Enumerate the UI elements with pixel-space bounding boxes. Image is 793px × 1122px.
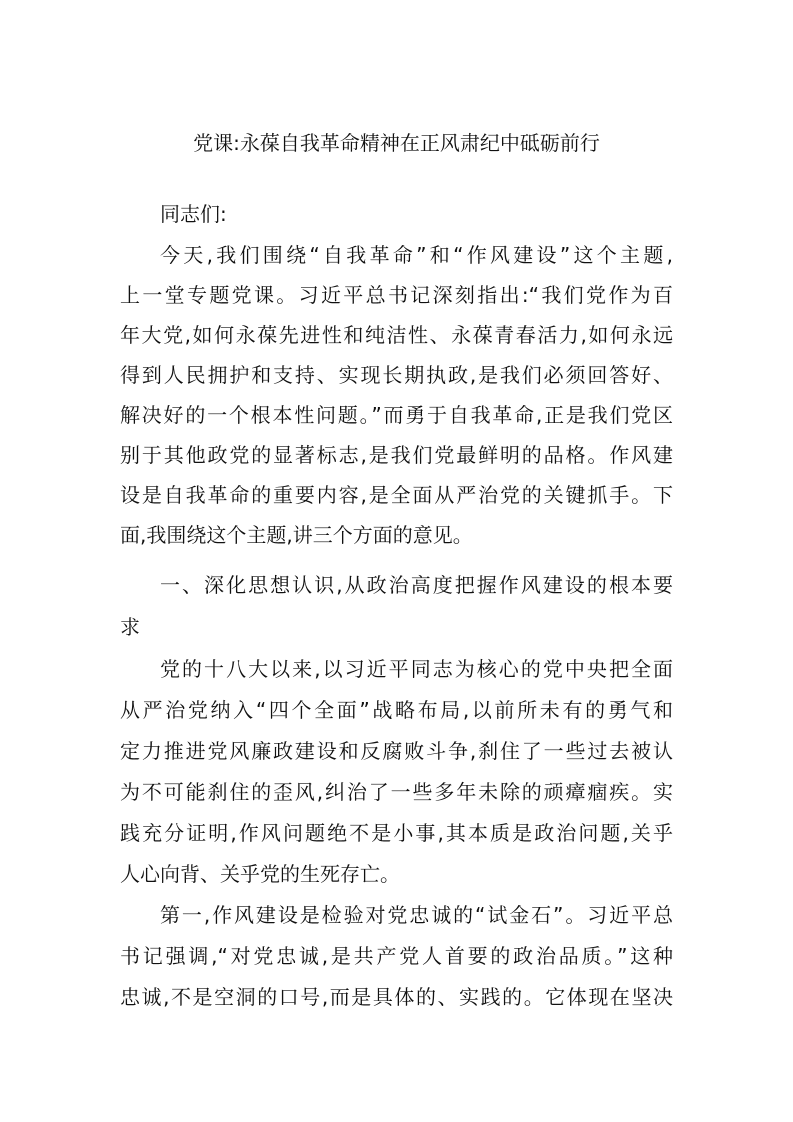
section-heading-line: 一、深化思想认识,从政治高度把握作风建设的根本要 [160, 573, 673, 597]
body-line: 别于其他政党的显著标志,是我们党最鲜明的品格。作风建 [120, 443, 673, 467]
body-line: 党的十八大以来,以习近平同志为核心的党中央把全面 [160, 657, 673, 681]
body-line: 从严治党纳入“四个全面”战略布局,以前所未有的勇气和 [120, 698, 673, 722]
body-line: 忠诚,不是空洞的口号,而是具体的、实践的。它体现在坚决 [120, 985, 673, 1009]
body-line: 年大党,如何永葆先进性和纯洁性、永葆青春活力,如何永远 [120, 323, 673, 347]
document-title: 党课:永葆自我革命精神在正风肃纪中砥砺前行 [193, 131, 600, 155]
greeting-line: 同志们: [160, 202, 227, 226]
body-line: 面,我围绕这个主题,讲三个方面的意见。 [120, 523, 473, 547]
body-line: 上一堂专题党课。习近平总书记深刻指出:“我们党作为百 [120, 283, 673, 307]
body-line: 第一,作风建设是检验对党忠诚的“试金石”。习近平总 [160, 903, 673, 927]
section-heading-line: 求 [120, 615, 140, 639]
body-line: 今天,我们围绕“自我革命”和“作风建设”这个主题, [160, 243, 673, 267]
body-line: 为不可能刹住的歪风,纠治了一些多年未除的顽瘴痼疾。实 [120, 780, 673, 804]
body-line: 人心向背、关乎党的生死存亡。 [120, 862, 400, 886]
body-line: 得到人民拥护和支持、实现长期执政,是我们必须回答好、 [120, 363, 673, 387]
body-line: 设是自我革命的重要内容,是全面从严治党的关键抓手。下 [120, 483, 673, 507]
body-line: 定力推进党风廉政建设和反腐败斗争,刹住了一些过去被认 [120, 739, 673, 763]
body-line: 践充分证明,作风问题绝不是小事,其本质是政治问题,关乎 [120, 821, 673, 845]
body-line: 解决好的一个根本性问题。”而勇于自我革命,正是我们党区 [120, 403, 673, 427]
body-line: 书记强调,“对党忠诚,是共产党人首要的政治品质。”这种 [120, 944, 673, 968]
